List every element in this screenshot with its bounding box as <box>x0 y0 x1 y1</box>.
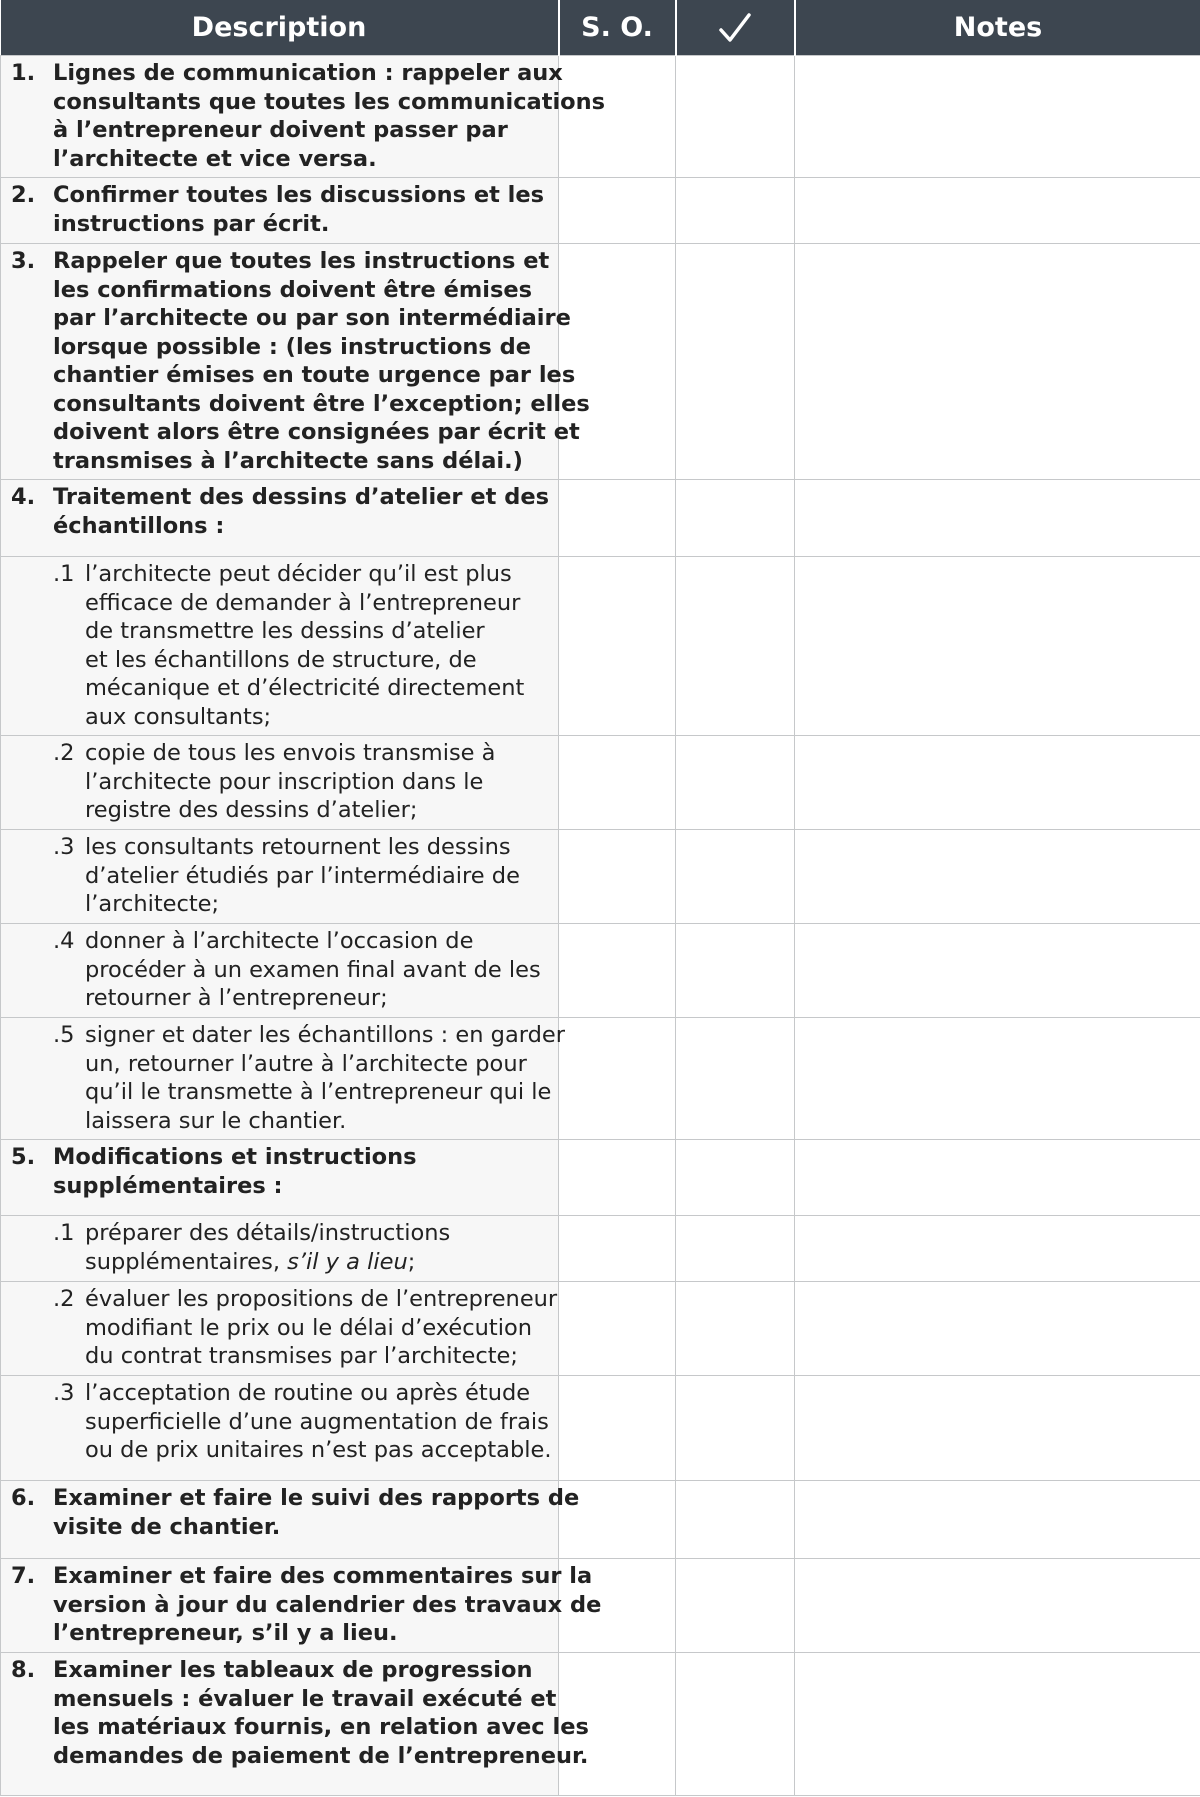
notes-cell[interactable] <box>795 1653 1200 1796</box>
checklist-row <box>1 830 1200 924</box>
item-text-line: les confirmations doivent être émises <box>53 276 533 303</box>
item-text <box>53 1562 601 1648</box>
item-text <box>85 1379 552 1465</box>
description-cell <box>1 1140 559 1216</box>
checklist-row <box>1 1140 1200 1216</box>
item-number: .1 <box>53 1220 75 1246</box>
item-text-line: mécanique et d’électricité directement <box>85 675 525 701</box>
item-number: .3 <box>53 834 75 860</box>
so-cell[interactable] <box>559 178 676 244</box>
item-text-line: préparer des détails/instructions <box>85 1220 451 1246</box>
check-cell[interactable] <box>676 736 795 830</box>
check-cell[interactable] <box>676 178 795 244</box>
notes-cell[interactable] <box>795 924 1200 1018</box>
description-cell <box>1 1653 589 1796</box>
sub-item <box>11 739 550 825</box>
item-text-line: les consultants retournent les dessins <box>85 834 511 860</box>
item-text-line: consultants doivent être l’exception; elles <box>53 390 590 417</box>
item-text-line: l’architecte; <box>85 891 220 917</box>
check-cell[interactable] <box>676 1282 795 1376</box>
header-description: Description <box>1 0 559 56</box>
item-number: .3 <box>53 1380 75 1406</box>
item-number: .2 <box>53 740 75 766</box>
main-item <box>11 483 550 540</box>
item-text-line: et les échantillons de structure, de <box>85 646 477 673</box>
so-cell[interactable] <box>559 557 676 736</box>
item-number: 5. <box>11 1144 36 1170</box>
item-text <box>53 59 605 173</box>
notes-cell[interactable] <box>795 736 1200 830</box>
so-cell[interactable] <box>559 736 676 830</box>
checklist-row <box>1 1653 1200 1796</box>
description-cell <box>1 178 559 244</box>
item-text-line: Examiner les tableaux de progression <box>53 1657 533 1683</box>
checklist-row <box>1 557 1200 736</box>
item-text-line: instructions par écrit. <box>53 210 330 237</box>
check-cell[interactable] <box>676 244 795 480</box>
item-text-line: l’acceptation de routine ou après étude <box>85 1380 531 1406</box>
checklist-row <box>1 1481 1200 1559</box>
check-cell[interactable] <box>676 1140 795 1216</box>
item-number: .2 <box>53 1286 75 1312</box>
item-text <box>85 927 550 1013</box>
sub-item <box>11 833 550 919</box>
description-cell <box>1 924 559 1018</box>
item-number: 4. <box>11 484 36 510</box>
item-number: 1. <box>11 60 36 86</box>
item-text-line: consultants que toutes les communications <box>53 88 606 115</box>
item-number: 3. <box>11 248 36 274</box>
main-item <box>11 1484 580 1541</box>
item-text-line: doivent alors être consignées par écrit et <box>53 419 580 445</box>
so-cell[interactable] <box>559 830 676 924</box>
so-cell[interactable] <box>559 1018 676 1140</box>
main-item <box>11 59 606 173</box>
checklist-row <box>1 1018 1200 1140</box>
item-text <box>53 1143 550 1200</box>
check-cell[interactable] <box>676 1376 795 1481</box>
notes-cell[interactable] <box>795 1481 1200 1559</box>
item-text-line: efficace de demander à l’entrepreneur <box>85 589 521 616</box>
item-text-line: de transmettre les dessins d’atelier <box>85 618 485 644</box>
description-cell <box>1 56 606 178</box>
main-item <box>11 247 590 475</box>
check-cell[interactable] <box>676 1559 795 1653</box>
item-number: .5 <box>53 1022 75 1048</box>
so-cell[interactable] <box>559 1216 676 1282</box>
check-cell[interactable] <box>676 1216 795 1282</box>
notes-cell[interactable] <box>795 56 1200 178</box>
description-cell <box>1 1481 580 1559</box>
checklist-row <box>1 244 1200 480</box>
notes-cell[interactable] <box>795 480 1200 557</box>
checklist-row <box>1 924 1200 1018</box>
item-text-line: du contrat transmises par l’architecte; <box>85 1343 518 1369</box>
checklist-row <box>1 736 1200 830</box>
item-text-line: qu’il le transmette à l’entrepreneur qui le <box>85 1079 552 1105</box>
item-text <box>85 1219 550 1276</box>
so-cell[interactable] <box>559 924 676 1018</box>
so-cell[interactable] <box>559 1376 676 1481</box>
item-text-line: Examiner et faire le suivi des rapports de <box>53 1485 580 1511</box>
item-text-line: modifiant le prix ou le délai d’exécution <box>85 1314 532 1341</box>
checklist-row <box>1 56 1200 178</box>
so-cell[interactable] <box>559 1282 676 1376</box>
item-text-line: Rappeler que toutes les instructions et <box>53 248 550 274</box>
check-cell[interactable] <box>676 480 795 557</box>
description-cell <box>1 244 590 480</box>
item-text-line: transmises à l’architecte sans délai.) <box>53 447 523 474</box>
item-text-line: copie de tous les envois transmise à <box>85 740 496 766</box>
item-text-line: échantillons : <box>53 512 225 539</box>
item-text <box>53 1656 589 1770</box>
item-text-line: aux consultants; <box>85 703 272 730</box>
item-text <box>85 833 550 919</box>
item-text-line: signer et dater les échantillons : en garder <box>85 1022 565 1048</box>
sub-item <box>11 1021 565 1135</box>
notes-cell[interactable] <box>795 830 1200 924</box>
item-number: 2. <box>11 182 36 208</box>
checklist-row <box>1 1216 1200 1282</box>
item-text-line: supplémentaires : <box>53 1172 283 1199</box>
item-text-line: lorsque possible : (les instructions de <box>53 333 532 360</box>
check-cell[interactable] <box>676 924 795 1018</box>
description-cell <box>1 1376 559 1481</box>
checklist-row <box>1 178 1200 244</box>
item-number: .4 <box>53 928 75 954</box>
description-cell <box>1 480 559 557</box>
notes-cell[interactable] <box>795 1018 1200 1140</box>
description-cell <box>1 1282 559 1376</box>
item-text-line: supplémentaires, s’il y a lieu; <box>85 1248 416 1275</box>
check-cell[interactable] <box>676 1018 795 1140</box>
check-cell[interactable] <box>676 557 795 736</box>
item-text <box>53 1484 579 1541</box>
item-text-line: Examiner et faire des commentaires sur la <box>53 1563 593 1589</box>
notes-cell[interactable] <box>795 178 1200 244</box>
item-text-line: procéder à un examen final avant de les <box>85 956 541 983</box>
check-cell[interactable] <box>676 56 795 178</box>
item-text-line: Confirmer toutes les discussions et les <box>53 182 545 208</box>
main-item <box>11 1656 589 1770</box>
item-text-line: Traitement des dessins d’atelier et des <box>53 484 549 510</box>
notes-cell[interactable] <box>795 557 1200 736</box>
item-text <box>85 739 550 825</box>
so-cell[interactable] <box>559 480 676 557</box>
check-cell[interactable] <box>676 1653 795 1796</box>
item-text-line: donner à l’architecte l’occasion de <box>85 928 474 954</box>
checklist-row <box>1 1376 1200 1481</box>
header-notes: Notes <box>795 0 1200 56</box>
main-item <box>11 181 550 238</box>
item-text-line: demandes de paiement de l’entrepreneur. <box>53 1742 589 1769</box>
item-text-line: l’architecte et vice versa. <box>53 145 377 172</box>
item-text-line: Lignes de communication : rappeler aux <box>53 60 563 86</box>
item-text <box>53 247 590 475</box>
item-number: 8. <box>11 1657 36 1683</box>
description-cell <box>1 1559 602 1653</box>
checklist-row <box>1 480 1200 557</box>
sub-item <box>11 1379 550 1465</box>
description-cell <box>1 1018 565 1140</box>
item-text <box>85 1285 557 1371</box>
item-text-line: version à jour du calendrier des travaux de <box>53 1591 602 1618</box>
main-item <box>11 1562 602 1648</box>
header-row <box>1 0 1200 56</box>
so-cell[interactable] <box>559 1140 676 1216</box>
item-text-line: mensuels : évaluer le travail exécuté et <box>53 1685 557 1712</box>
item-number: .1 <box>53 561 75 587</box>
item-text <box>53 483 550 540</box>
item-text-line: l’entrepreneur, s’il y a lieu. <box>53 1620 398 1646</box>
main-item <box>11 1143 550 1200</box>
sub-item <box>11 560 550 731</box>
notes-cell[interactable] <box>795 1559 1200 1653</box>
sub-item <box>11 1219 550 1276</box>
item-text <box>85 1021 565 1135</box>
header-so: S. O. <box>559 0 676 56</box>
item-text-line: évaluer les propositions de l’entrepreneur <box>85 1286 558 1312</box>
item-text-line: l’architecte peut décider qu’il est plus <box>85 561 512 587</box>
item-text-line: d’atelier étudiés par l’intermédiaire de <box>85 862 520 889</box>
item-text-line: chantier émises en toute urgence par les <box>53 362 576 388</box>
check-cell[interactable] <box>676 1481 795 1559</box>
item-text-line: laissera sur le chantier. <box>85 1107 347 1134</box>
item-text-line: Modifications et instructions <box>53 1144 417 1170</box>
notes-cell[interactable] <box>795 1282 1200 1376</box>
item-text-line: visite de chantier. <box>53 1513 281 1540</box>
item-text-line: retourner à l’entrepreneur; <box>85 985 388 1011</box>
item-text-line: à l’entrepreneur doivent passer par <box>53 117 508 143</box>
checkmark-icon <box>717 11 753 45</box>
item-text-line: registre des dessins d’atelier; <box>85 797 418 823</box>
item-text-line: ou de prix unitaires n’est pas acceptable. <box>85 1437 552 1463</box>
item-number: 7. <box>11 1563 36 1589</box>
item-text-line: les matériaux fournis, en relation avec les <box>53 1714 589 1740</box>
check-cell[interactable] <box>676 830 795 924</box>
item-text <box>53 181 550 238</box>
item-number: 6. <box>11 1485 36 1511</box>
header-check <box>676 0 795 56</box>
checklist-row <box>1 1559 1200 1653</box>
notes-cell[interactable] <box>795 1140 1200 1216</box>
notes-cell[interactable] <box>795 244 1200 480</box>
notes-cell[interactable] <box>795 1376 1200 1481</box>
description-cell <box>1 1216 559 1282</box>
notes-cell[interactable] <box>795 1216 1200 1282</box>
description-cell <box>1 736 559 830</box>
sub-item <box>11 1285 558 1371</box>
checklist-row <box>1 1282 1200 1376</box>
item-text-line: un, retourner l’autre à l’architecte pour <box>85 1050 527 1077</box>
item-text-line: l’architecte pour inscription dans le <box>85 768 484 795</box>
sub-item <box>11 927 550 1013</box>
description-cell <box>1 830 559 924</box>
item-text <box>85 560 550 731</box>
item-text-line: par l’architecte ou par son intermédiaire <box>53 305 571 331</box>
item-text-line: superficielle d’une augmentation de frais <box>85 1408 549 1435</box>
description-cell <box>1 557 559 736</box>
